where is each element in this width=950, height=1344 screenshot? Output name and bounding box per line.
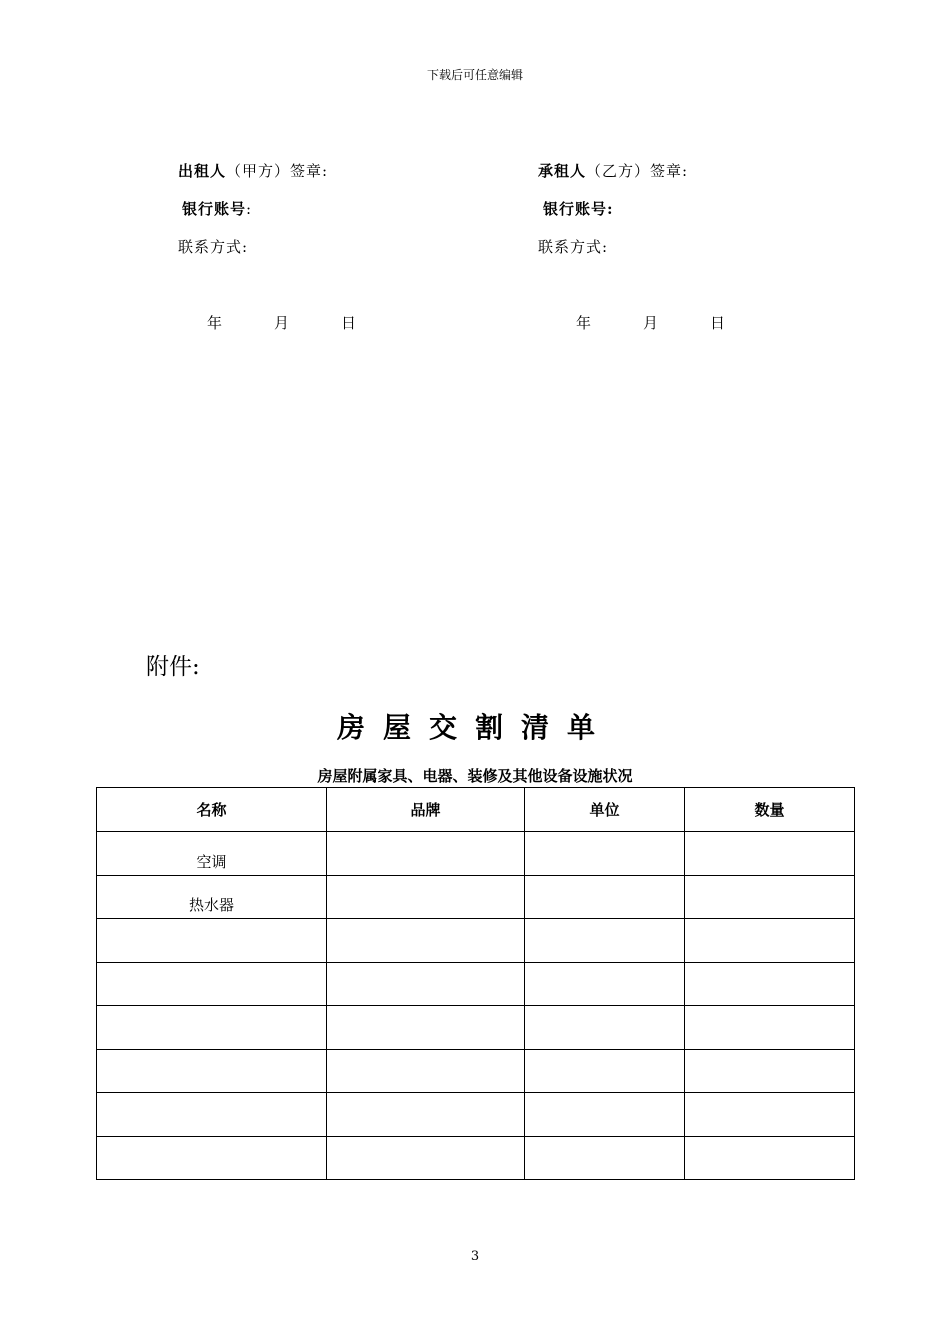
cell-name [97, 1049, 327, 1093]
lessor-bank-colon: : [246, 200, 253, 218]
cell-quantity [685, 832, 855, 876]
cell-name [97, 875, 327, 919]
cell-name [97, 1136, 327, 1180]
cell-unit [525, 1136, 685, 1180]
page-header: 下载后可任意编辑 [426, 68, 523, 82]
cell-name [97, 1093, 327, 1137]
lessor-bank-line [182, 198, 252, 219]
cell-name-text: 空调 [196, 852, 227, 871]
table-row [97, 962, 855, 1006]
attachment-label: 附件: [146, 654, 200, 680]
cell-name [97, 962, 327, 1006]
lessor-date-year: 年 [207, 314, 223, 332]
table-header-row [97, 788, 855, 832]
cell-brand [327, 1049, 525, 1093]
cell-unit [525, 919, 685, 963]
cell-quantity [685, 1006, 855, 1050]
table-row [97, 1093, 855, 1137]
lessee-contact-label: 联系方式: [538, 238, 609, 256]
column-header-name: 名称 [97, 788, 327, 832]
lessor-date-day: 日 [341, 314, 357, 332]
lessor-label: 出租人 [178, 162, 227, 180]
cell-brand [327, 832, 525, 876]
lessee-bank-label: 银行账号: [543, 200, 614, 218]
column-header-brand: 品牌 [327, 788, 525, 832]
table-row [97, 1136, 855, 1180]
cell-brand [327, 919, 525, 963]
lessee-sign-suffix: （乙方）签章: [586, 162, 689, 180]
page-number: 3 [470, 1249, 480, 1264]
inventory-table [96, 787, 855, 1180]
lessor-sign-suffix: （甲方）签章: [226, 162, 329, 180]
cell-brand [327, 962, 525, 1006]
lessee-date-day: 日 [710, 314, 726, 332]
cell-name-text: 热水器 [188, 896, 234, 914]
lessee-date-month: 月 [643, 314, 659, 332]
cell-unit [525, 1006, 685, 1050]
lessee-date-line [0, 312, 950, 334]
lessor-signature-line [178, 160, 328, 181]
cell-unit [525, 832, 685, 876]
cell-name [97, 1006, 327, 1050]
inventory-subtitle: 房屋附属家具、电器、装修及其他设备设施状况 [317, 767, 633, 785]
lessee-label: 承租人 [538, 162, 587, 180]
lessee-date-year: 年 [576, 314, 592, 332]
inventory-title: 房屋交割清单 [336, 711, 613, 744]
column-header-unit: 单位 [525, 788, 685, 832]
cell-brand [327, 875, 525, 919]
cell-brand [327, 1006, 525, 1050]
table-row [97, 919, 855, 963]
lessor-contact-label: 联系方式: [178, 238, 249, 256]
cell-unit [525, 962, 685, 1006]
column-header-quantity: 数量 [685, 788, 855, 832]
cell-unit [525, 1093, 685, 1137]
cell-unit [525, 875, 685, 919]
cell-brand [327, 1093, 525, 1137]
table-row [97, 875, 855, 919]
cell-quantity [685, 1049, 855, 1093]
table-row [97, 832, 855, 876]
cell-name [97, 919, 327, 963]
lessee-signature-line [538, 160, 688, 181]
cell-quantity [685, 962, 855, 1006]
cell-quantity [685, 875, 855, 919]
cell-quantity [685, 919, 855, 963]
cell-unit [525, 1049, 685, 1093]
lessor-date-month: 月 [274, 314, 290, 332]
lessor-bank-label: 银行账号 [182, 200, 247, 218]
cell-brand [327, 1136, 525, 1180]
table-row [97, 1006, 855, 1050]
table-row [97, 1049, 855, 1093]
cell-quantity [685, 1136, 855, 1180]
cell-quantity [685, 1093, 855, 1137]
cell-name [97, 832, 327, 876]
